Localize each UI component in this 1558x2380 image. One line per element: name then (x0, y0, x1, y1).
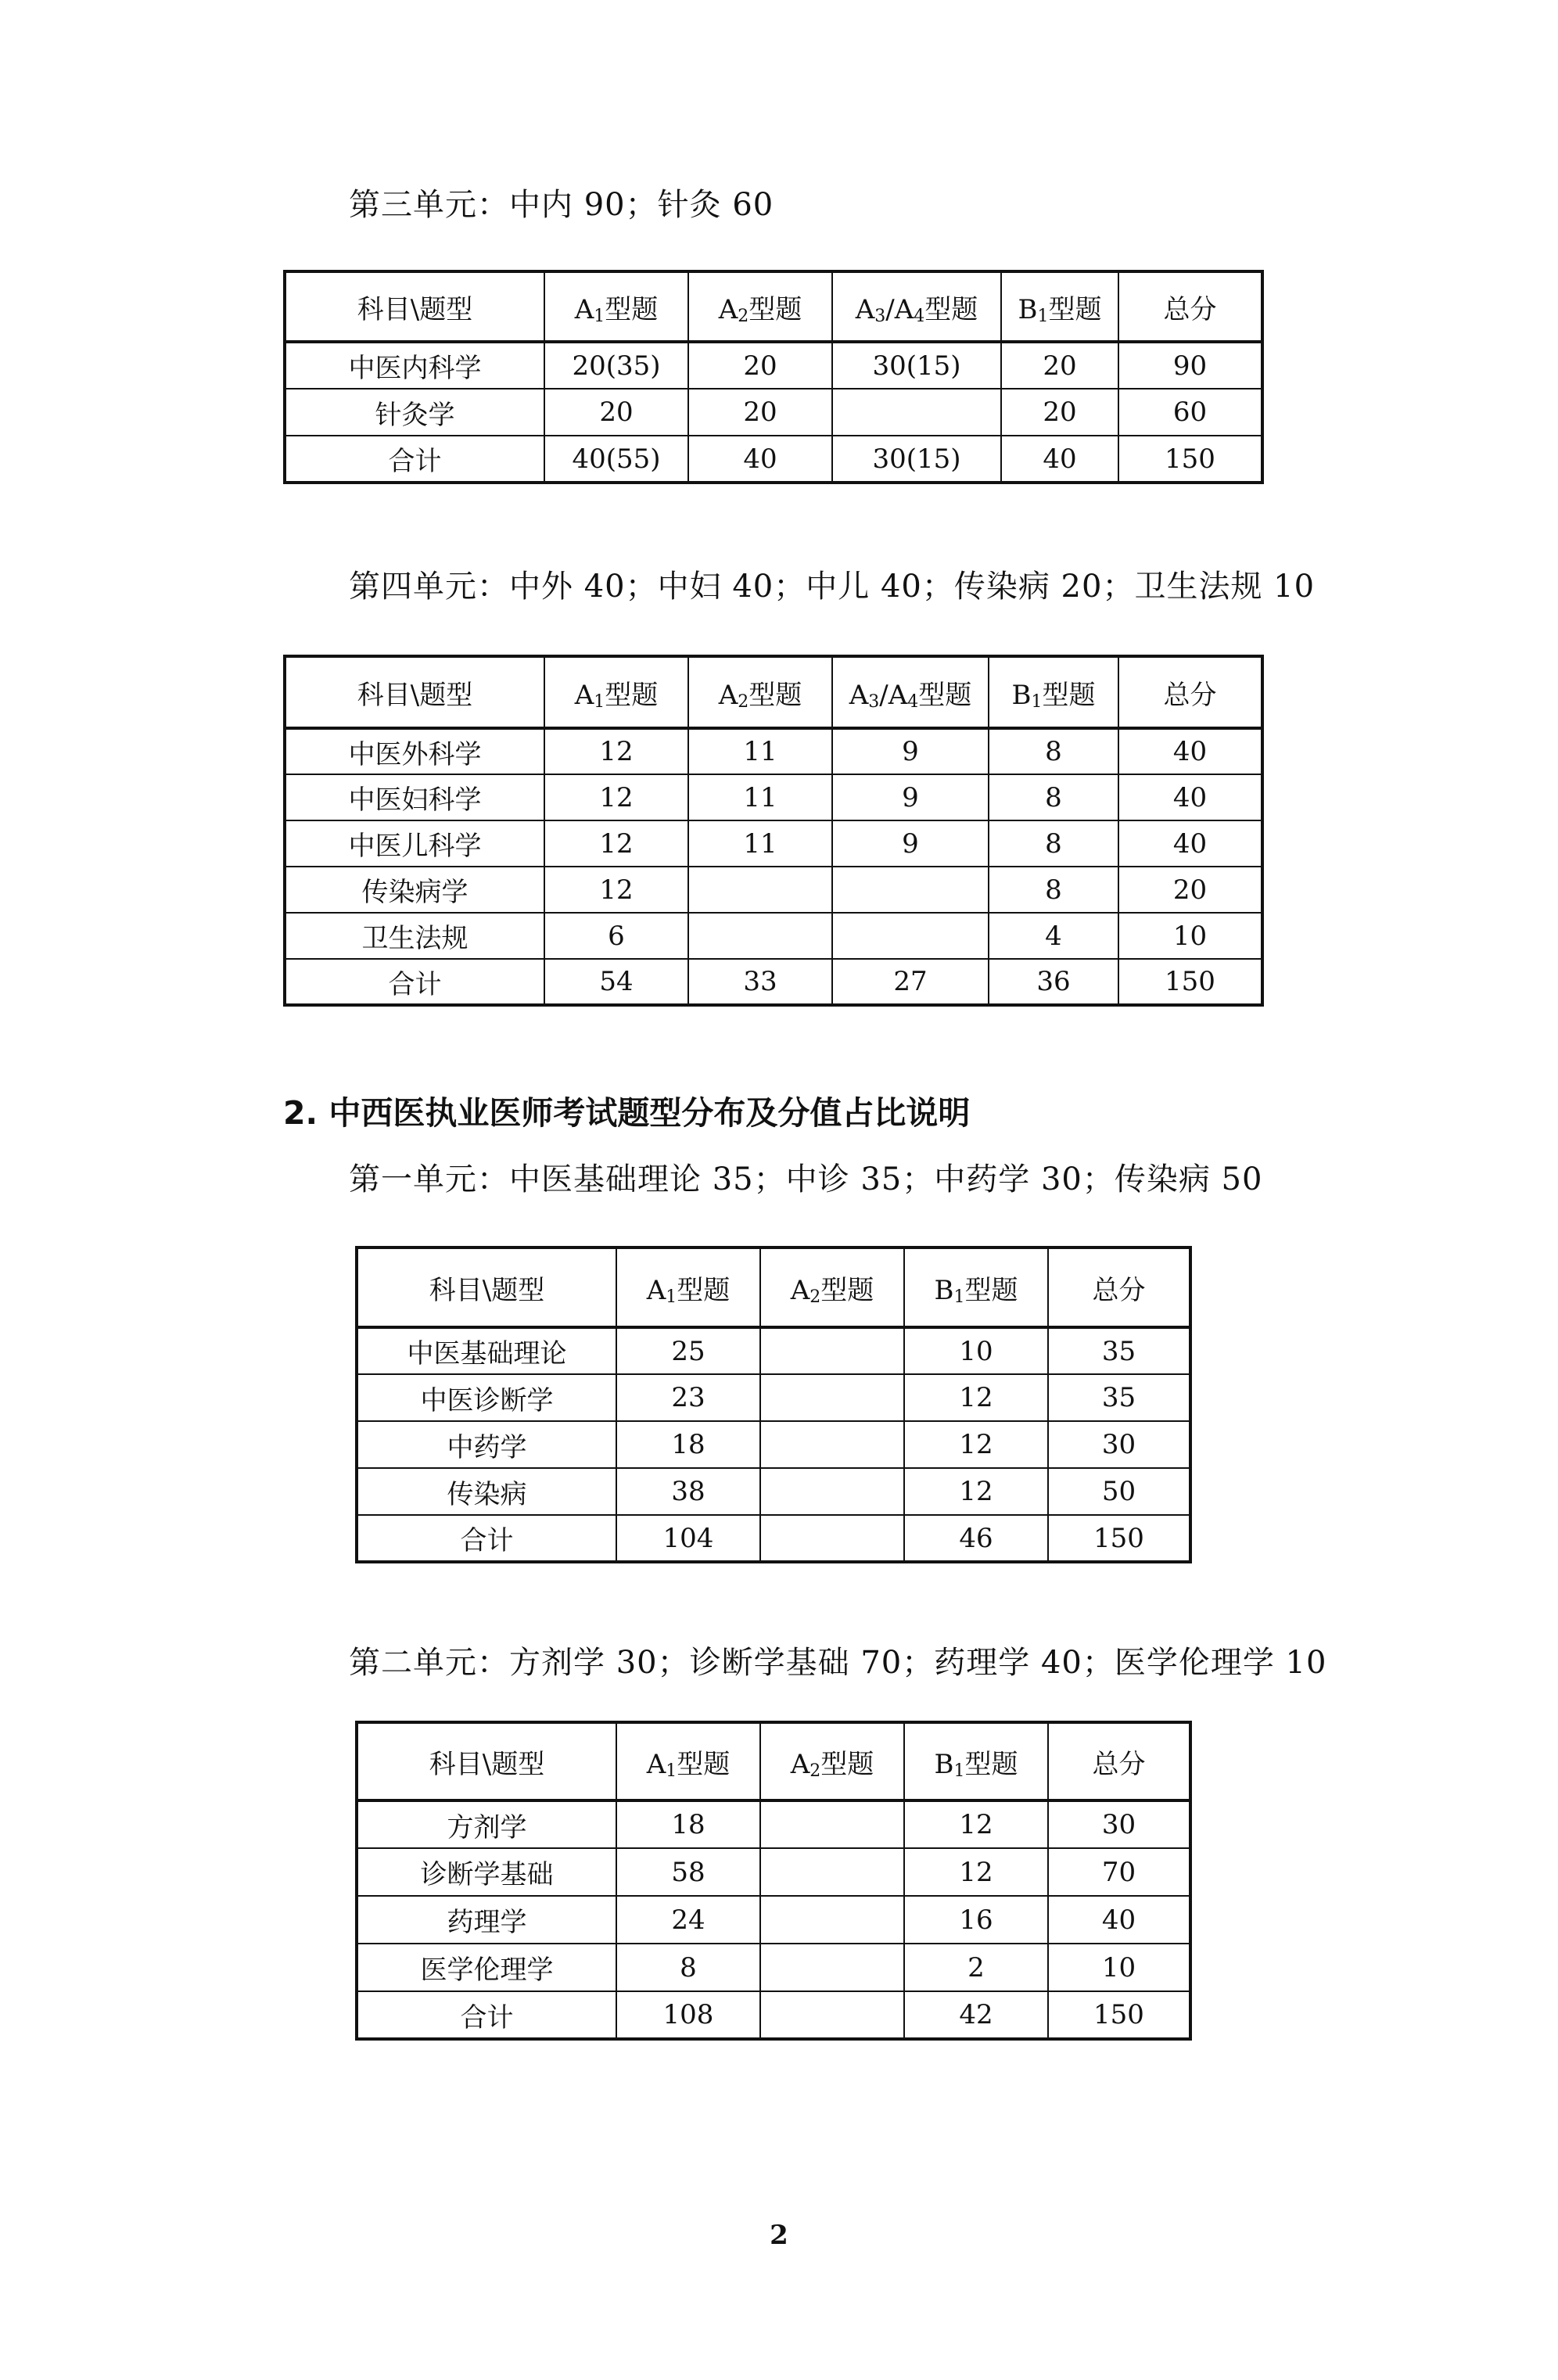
subject-cell: 针灸学 (285, 389, 544, 436)
subject-cell: 中医外科学 (285, 728, 544, 774)
table-cell: 33 (688, 959, 832, 1005)
unit4-table (283, 655, 1264, 1007)
column-header: $B_1$型题 (904, 1247, 1048, 1327)
table-cell: 20 (688, 389, 832, 436)
table-cell: 40 (1048, 1896, 1190, 1944)
table-row (285, 774, 1262, 820)
table-cell: 150 (1048, 1991, 1190, 2039)
column-header: $B_1$型题 (1001, 271, 1118, 342)
table-row (285, 436, 1262, 483)
column-header: $A_1$型题 (616, 1722, 760, 1800)
table-cell: 12 (904, 1848, 1048, 1896)
table-cell: 36 (989, 959, 1118, 1005)
table-cell: 40 (1118, 774, 1262, 820)
column-header: $A_2$型题 (688, 656, 832, 728)
unit3-table (283, 270, 1264, 484)
table-cell (760, 1468, 904, 1515)
table-cell: 38 (616, 1468, 760, 1515)
table-cell: 150 (1118, 436, 1262, 483)
column-header: 总分 (1118, 656, 1262, 728)
column-header: $A_2$型题 (760, 1247, 904, 1327)
table-cell: 6 (544, 913, 688, 959)
table-row (357, 1515, 1190, 1562)
table-row (357, 1896, 1190, 1944)
column-header: $B_1$型题 (989, 656, 1118, 728)
column-header: $A_3/A_4$型题 (832, 271, 1001, 342)
subject-cell: 中药学 (357, 1421, 616, 1468)
table-cell: 12 (904, 1800, 1048, 1848)
column-header: $A_2$型题 (760, 1722, 904, 1800)
table-cell: 90 (1118, 342, 1262, 389)
table-cell: 50 (1048, 1468, 1190, 1515)
table-cell: 54 (544, 959, 688, 1005)
table-row (285, 342, 1262, 389)
subject-cell: 中医诊断学 (357, 1374, 616, 1421)
table-cell: 35 (1048, 1374, 1190, 1421)
unit2-table (355, 1721, 1192, 2041)
table-cell: 20 (1118, 867, 1262, 913)
table-cell (688, 867, 832, 913)
table-cell: 12 (904, 1421, 1048, 1468)
table-cell: 16 (904, 1896, 1048, 1944)
table-cell (760, 1374, 904, 1421)
column-header: 总分 (1048, 1722, 1190, 1800)
column-header: 科目\题型 (285, 656, 544, 728)
table-cell: 27 (832, 959, 989, 1005)
table-cell: 9 (832, 820, 989, 867)
table-row (285, 728, 1262, 774)
table-cell: 12 (904, 1374, 1048, 1421)
subject-cell: 中医妇科学 (285, 774, 544, 820)
column-header: 科目\题型 (357, 1247, 616, 1327)
subject-cell: 合计 (357, 1991, 616, 2039)
table-cell: 20 (688, 342, 832, 389)
table-cell: 9 (832, 728, 989, 774)
table-cell: 12 (544, 728, 688, 774)
table-row (357, 1421, 1190, 1468)
table-cell: 30(15) (832, 436, 1001, 483)
table-cell: 150 (1118, 959, 1262, 1005)
table-cell: 8 (989, 774, 1118, 820)
table-cell: 30 (1048, 1421, 1190, 1468)
subject-cell: 方剂学 (357, 1800, 616, 1848)
table-cell: 40 (688, 436, 832, 483)
table-cell: 11 (688, 820, 832, 867)
table-cell: 12 (544, 867, 688, 913)
column-header: 科目\题型 (357, 1722, 616, 1800)
section2-title: 2. 中西医执业医师考试题型分布及分值占比说明 (283, 1094, 971, 1132)
table-cell: 4 (989, 913, 1118, 959)
page-number: 2 (770, 2220, 788, 2251)
table-cell: 70 (1048, 1848, 1190, 1896)
table-row (357, 1800, 1190, 1848)
column-header: 总分 (1048, 1247, 1190, 1327)
table-row (285, 959, 1262, 1005)
table-cell: 40 (1118, 820, 1262, 867)
unit1-table (355, 1246, 1192, 1563)
subject-cell: 传染病 (357, 1468, 616, 1515)
table-cell (688, 913, 832, 959)
column-header: $A_1$型题 (616, 1247, 760, 1327)
column-header: $A_1$型题 (544, 656, 688, 728)
table-cell: 9 (832, 774, 989, 820)
table-cell: 40(55) (544, 436, 688, 483)
subject-cell: 卫生法规 (285, 913, 544, 959)
column-header: $B_1$型题 (904, 1722, 1048, 1800)
table-cell: 18 (616, 1800, 760, 1848)
table-header-row (357, 1247, 1190, 1327)
table-header-row (357, 1722, 1190, 1800)
column-header: $A_2$型题 (688, 271, 832, 342)
subject-cell: 药理学 (357, 1896, 616, 1944)
column-header: 科目\题型 (285, 271, 544, 342)
table-cell: 12 (904, 1468, 1048, 1515)
table-cell: 40 (1118, 728, 1262, 774)
column-header: $A_3/A_4$型题 (832, 656, 989, 728)
table-row (357, 1848, 1190, 1896)
table-cell: 10 (1118, 913, 1262, 959)
table-cell: 8 (616, 1944, 760, 1991)
table-row (285, 867, 1262, 913)
table-header-row (285, 656, 1262, 728)
table-row (285, 820, 1262, 867)
subject-cell: 合计 (285, 436, 544, 483)
table-row (357, 1468, 1190, 1515)
unit4-heading: 第四单元：中外 40；中妇 40；中儿 40；传染病 20；卫生法规 10 (349, 569, 1316, 605)
table-cell (760, 1896, 904, 1944)
table-cell: 8 (989, 867, 1118, 913)
table-cell: 8 (989, 728, 1118, 774)
table-row (357, 1944, 1190, 1991)
table-cell (760, 1944, 904, 1991)
table-cell (760, 1800, 904, 1848)
table-cell (760, 1848, 904, 1896)
table-cell: 18 (616, 1421, 760, 1468)
subject-cell: 中医内科学 (285, 342, 544, 389)
table-cell (832, 867, 989, 913)
table-cell: 11 (688, 728, 832, 774)
table-cell: 150 (1048, 1515, 1190, 1562)
table-cell: 60 (1118, 389, 1262, 436)
table-cell: 40 (1001, 436, 1118, 483)
table-cell (832, 913, 989, 959)
table-cell: 42 (904, 1991, 1048, 2039)
subject-cell: 合计 (357, 1515, 616, 1562)
table-row (357, 1374, 1190, 1421)
table-cell (760, 1991, 904, 2039)
table-cell: 12 (544, 820, 688, 867)
table-cell: 10 (1048, 1944, 1190, 1991)
table-cell: 8 (989, 820, 1118, 867)
table-row (285, 389, 1262, 436)
table-cell: 25 (616, 1327, 760, 1374)
table-cell: 24 (616, 1896, 760, 1944)
table-cell: 11 (688, 774, 832, 820)
table-cell: 108 (616, 1991, 760, 2039)
table-cell (760, 1327, 904, 1374)
table-row (357, 1327, 1190, 1374)
table-cell (760, 1421, 904, 1468)
table-row (285, 913, 1262, 959)
table-cell (832, 389, 1001, 436)
unit1-heading: 第一单元：中医基础理论 35；中诊 35；中药学 30；传染病 50 (349, 1161, 1263, 1197)
table-cell: 23 (616, 1374, 760, 1421)
table-cell (760, 1515, 904, 1562)
table-cell: 20 (1001, 389, 1118, 436)
column-header: $A_1$型题 (544, 271, 688, 342)
subject-cell: 诊断学基础 (357, 1848, 616, 1896)
column-header: 总分 (1118, 271, 1262, 342)
table-row (357, 1991, 1190, 2039)
table-cell: 10 (904, 1327, 1048, 1374)
unit3-heading: 第三单元：中内 90；针灸 60 (349, 187, 774, 223)
subject-cell: 合计 (285, 959, 544, 1005)
table-cell: 20 (1001, 342, 1118, 389)
unit2-heading: 第二单元：方剂学 30；诊断学基础 70；药理学 40；医学伦理学 10 (349, 1645, 1327, 1681)
table-cell: 35 (1048, 1327, 1190, 1374)
table-cell: 12 (544, 774, 688, 820)
subject-cell: 中医基础理论 (357, 1327, 616, 1374)
table-cell: 58 (616, 1848, 760, 1896)
subject-cell: 中医儿科学 (285, 820, 544, 867)
table-cell: 104 (616, 1515, 760, 1562)
table-cell: 20 (544, 389, 688, 436)
table-cell: 30 (1048, 1800, 1190, 1848)
subject-cell: 传染病学 (285, 867, 544, 913)
table-header-row (285, 271, 1262, 342)
table-cell: 20(35) (544, 342, 688, 389)
table-cell: 2 (904, 1944, 1048, 1991)
table-cell: 46 (904, 1515, 1048, 1562)
table-cell: 30(15) (832, 342, 1001, 389)
subject-cell: 医学伦理学 (357, 1944, 616, 1991)
